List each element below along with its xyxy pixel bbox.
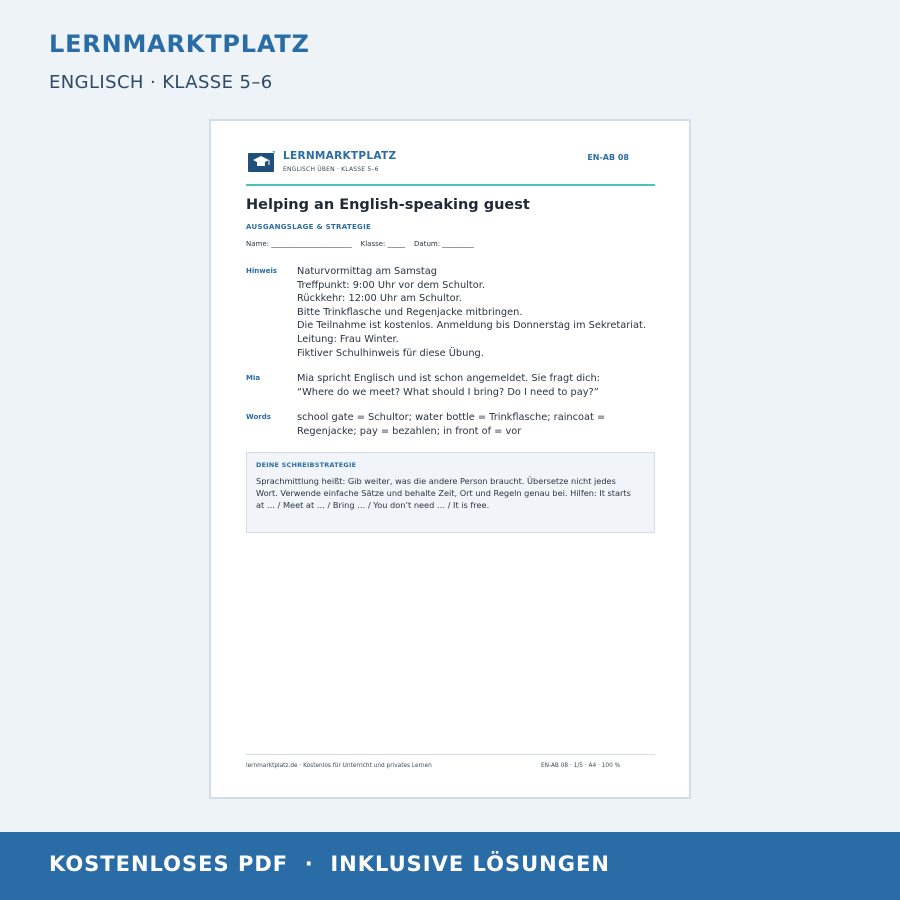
- section-label: AUSGANGSLAGE & STRATEGIE: [246, 223, 372, 231]
- strategy-box: [246, 452, 655, 533]
- strategy-line: Sprachmittlung heißt: Gib weiter, was die andere Person braucht. Übersetze nicht jedes: [256, 476, 616, 486]
- sheet-code: EN-AB 08: [587, 153, 629, 162]
- name-class-date-line: Name: _______________________ Klasse: _____ Datum: _________: [246, 240, 474, 248]
- page-brand-title: LERNMARKTPLATZ: [49, 30, 310, 58]
- hinweis-line: Rückkehr: 12:00 Uhr am Schultor.: [297, 293, 462, 305]
- hinweis-line: Die Teilnahme ist kostenlos. Anmeldung bis Donnerstag im Sekretariat.: [297, 320, 646, 332]
- bottom-banner: [0, 832, 900, 900]
- row-label-hinweis: Hinweis: [246, 267, 278, 275]
- strategy-line: Wort. Verwende einfache Sätze und behalte Zeit, Ort und Regeln genau bei. Hilfen: It starts: [256, 488, 631, 498]
- strategy-text: [256, 475, 648, 511]
- hinweis-line: Bitte Trinkflasche und Regenjacke mitbringen.: [297, 306, 523, 318]
- row-text-hinweis: [297, 265, 657, 360]
- banner-text: KOSTENLOSES PDF · INKLUSIVE LÖSUNGEN: [49, 852, 610, 876]
- header-divider: [246, 184, 655, 186]
- row-label-words: Words: [246, 413, 271, 421]
- sheet-title: Helping an English-speaking guest: [246, 197, 530, 213]
- words-line: Regenjacke; pay = bezahlen; in front of = vor: [297, 425, 522, 437]
- row-label-mia: Mia: [246, 374, 261, 382]
- worksheet-preview: [209, 119, 691, 799]
- strategy-line: at … / Meet at … / Bring … / You don’t need … / It is free.: [256, 500, 490, 510]
- book-with-graduation-cap-icon: [247, 151, 275, 173]
- row-text-mia: [297, 372, 657, 399]
- words-line: school gate = Schultor; water bottle = Trinkflasche; raincoat =: [297, 412, 606, 423]
- hinweis-line: Fiktiver Schulhinweis für diese Übung.: [297, 347, 484, 359]
- footer-left: lernmarktplatz.de · Kostenlos für Unterricht und privates Lernen: [246, 763, 432, 769]
- mia-line: Mia spricht Englisch und ist schon angemeldet. Sie fragt dich:: [297, 373, 600, 384]
- footer-divider: [246, 754, 655, 755]
- mia-line: “Where do we meet? What should I bring? Do I need to pay?”: [297, 386, 599, 398]
- strategy-title: DEINE SCHREIBSTRATEGIE: [256, 461, 357, 469]
- hinweis-line: Naturvormittag am Samstag: [297, 266, 437, 277]
- row-text-words: [297, 411, 657, 438]
- page-brand-subtitle: ENGLISCH · KLASSE 5–6: [49, 72, 273, 93]
- hinweis-line: Leitung: Frau Winter.: [297, 333, 399, 345]
- hinweis-line: Treffpunkt: 9:00 Uhr vor dem Schultor.: [297, 279, 485, 291]
- sheet-brand: LERNMARKTPLATZ: [283, 150, 397, 162]
- sheet-brand-subtitle: ENGLISCH ÜBEN · KLASSE 5–6: [283, 166, 379, 173]
- footer-right: EN-AB 08 · 1/5 · A4 · 100 %: [541, 763, 621, 769]
